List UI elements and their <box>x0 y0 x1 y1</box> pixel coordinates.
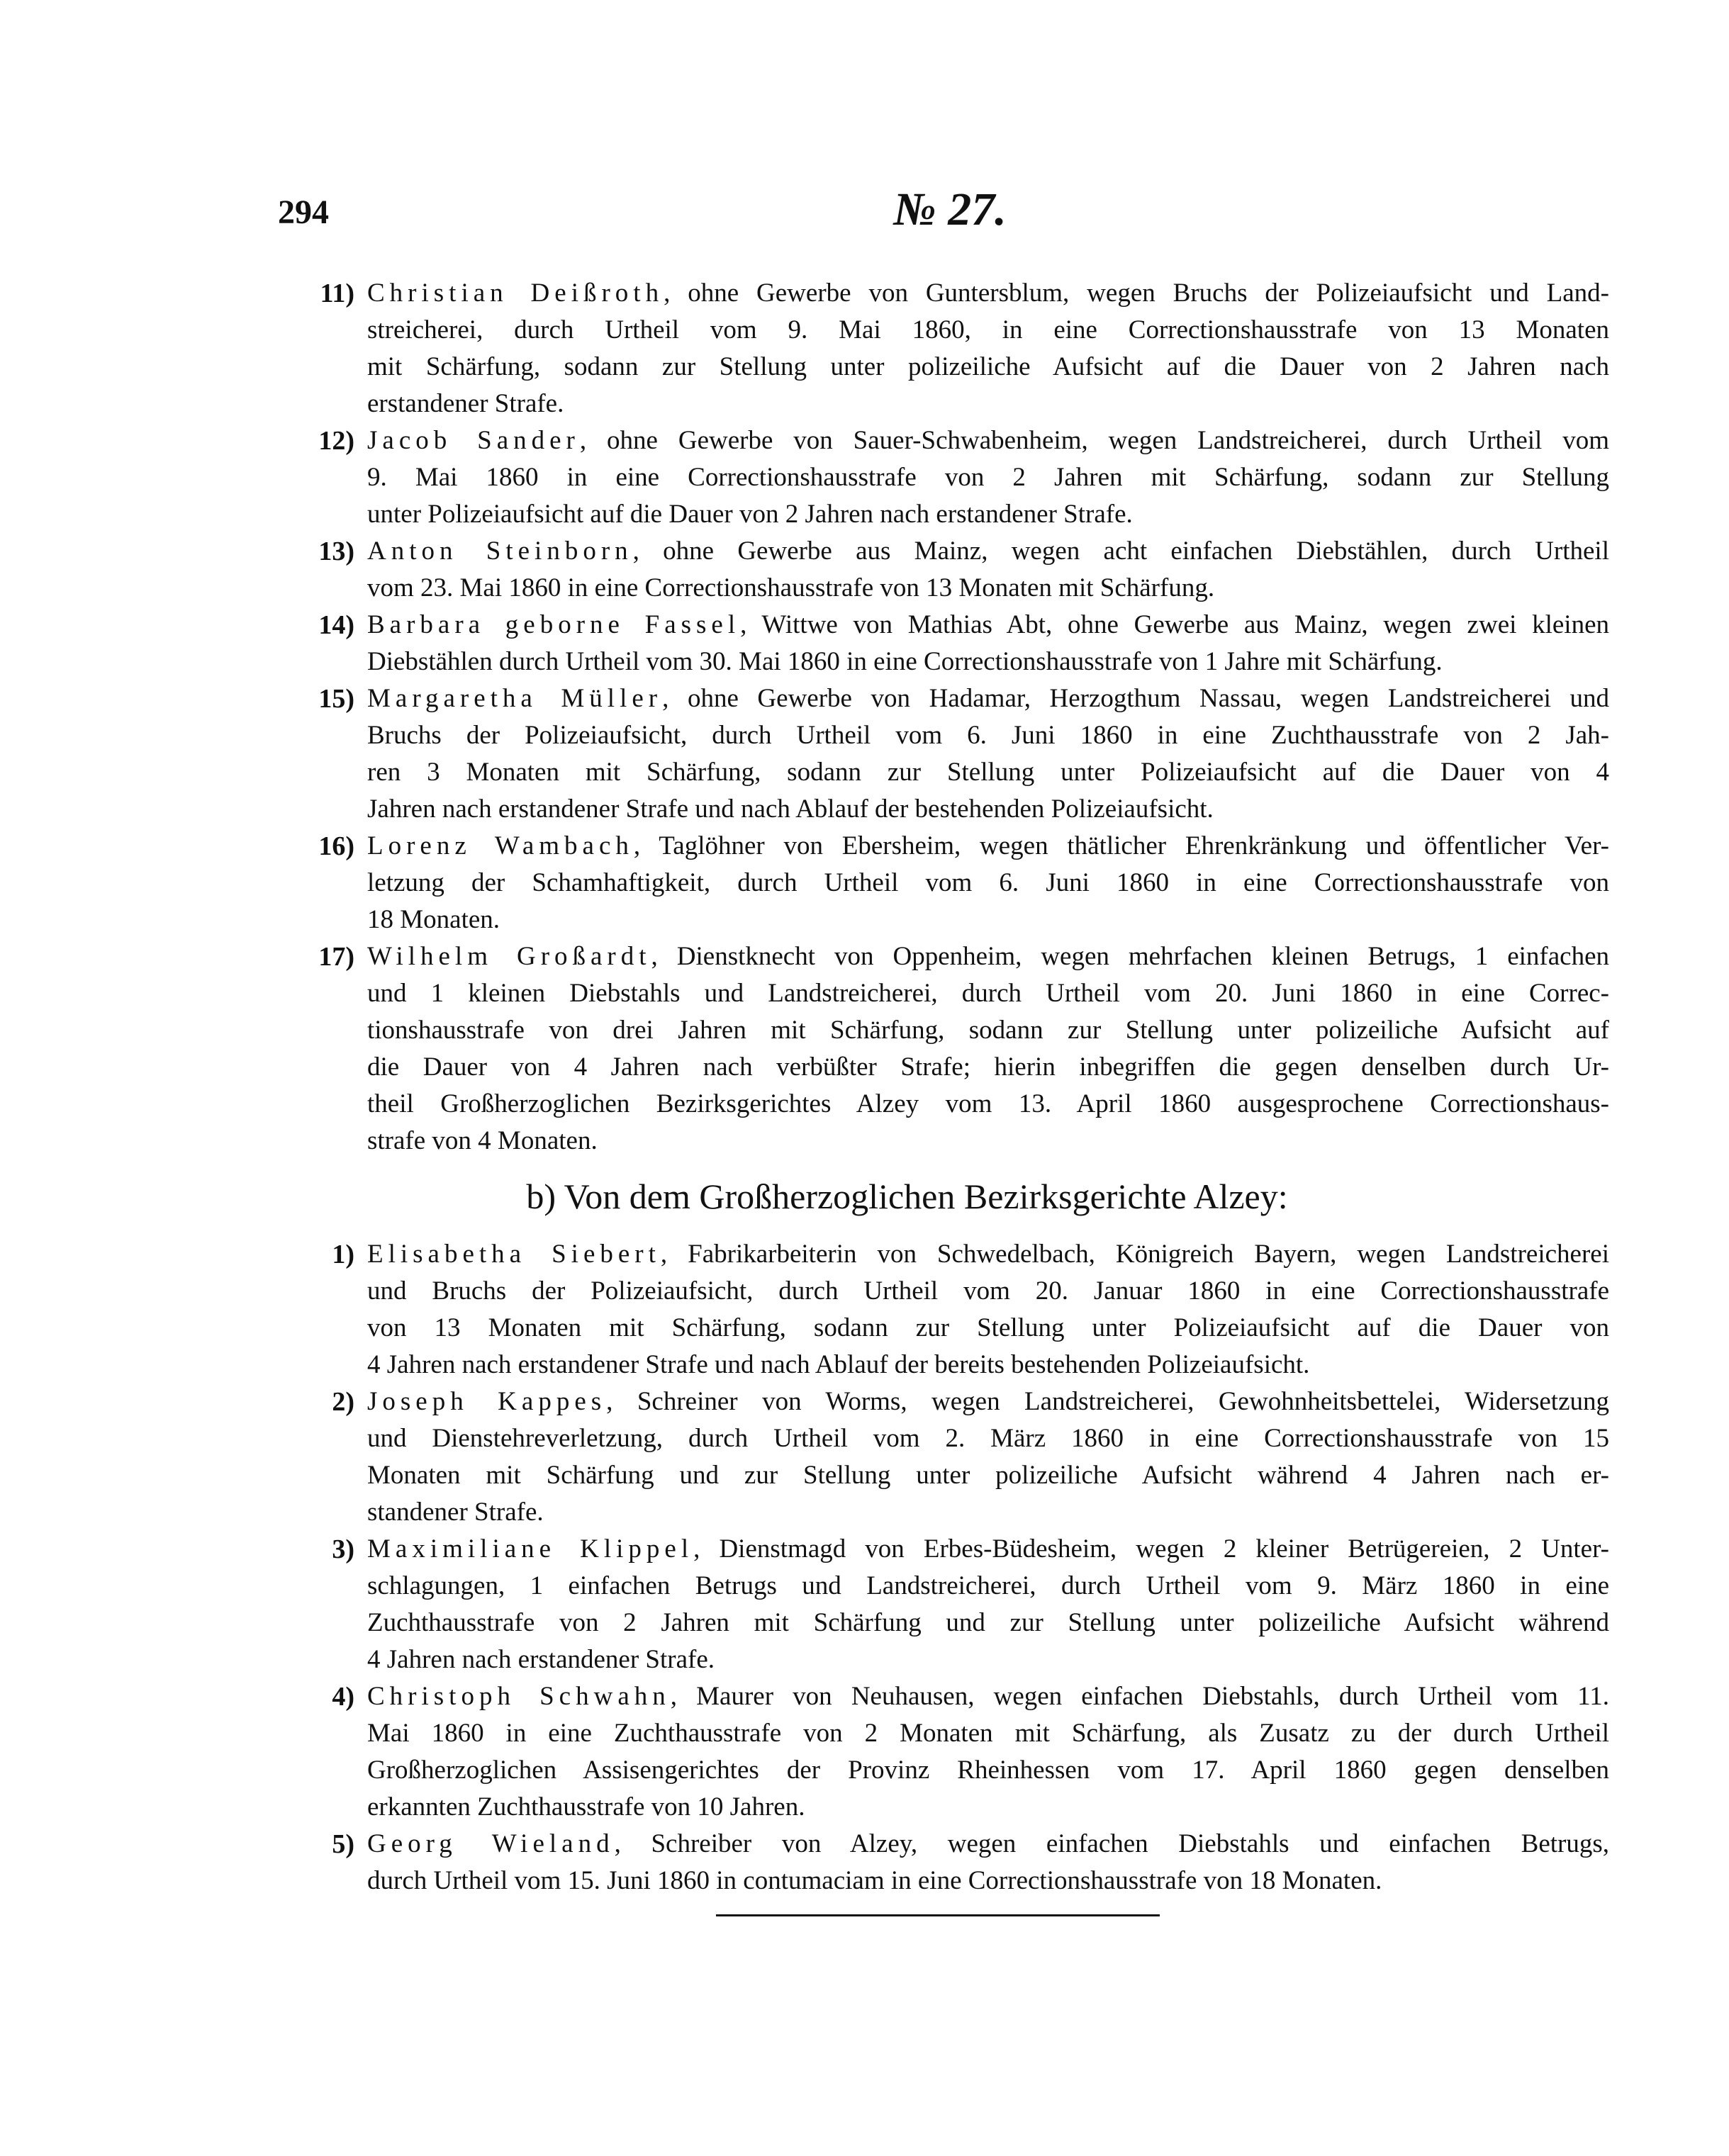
text-line: Diebstählen durch Urtheil vom 30. Mai 1860 in eine Correctionshausstrafe von 1 Jahre mit Schärfung. <box>367 647 1443 676</box>
text-line: 18 Monaten. <box>367 905 500 934</box>
entry-number: 3) <box>332 1534 354 1564</box>
text-line: 4 Jahren nach erstandener Strafe. <box>367 1645 715 1674</box>
person-name: Georg Wieland <box>367 1829 615 1858</box>
person-name: Lorenz Wambach <box>367 831 634 860</box>
list-item <box>0 828 1729 938</box>
text-line: die Dauer von 4 Jahren nach verbüßter Strafe; hierin inbegriffen die gegen denselben durch Ur- <box>367 1052 1609 1082</box>
list-item <box>0 275 1729 422</box>
text-line <box>367 1531 1609 1568</box>
text-line: Monaten mit Schärfung und zur Stellung unter polizeiliche Aufsicht während 4 Jahren nach er- <box>367 1461 1609 1490</box>
text-line: vom 23. Mai 1860 in eine Correctionshausstrafe von 13 Monaten mit Schärfung. <box>367 573 1215 602</box>
line-text: , ohne Gewerbe von Hadamar, Herzogthum Nassau, wegen Landstreicherei und <box>662 684 1610 713</box>
entry-number: 11) <box>320 279 354 308</box>
list-item <box>0 1678 1729 1826</box>
text-line: erstandener Strafe. <box>367 389 564 418</box>
text-line <box>367 680 1609 717</box>
line-text: , Fabrikarbeiterin von Schwedelbach, Königreich Bayern, wegen Landstreicherei <box>660 1240 1609 1269</box>
line-text: , ohne Gewerbe aus Mainz, wegen acht einfachen Diebstählen, durch Urtheil <box>632 537 1609 566</box>
text-line: und Dienstehreverletzung, durch Urtheil vom 2. März 1860 in eine Correctionshausstrafe von 15 <box>367 1424 1609 1453</box>
text-line <box>367 275 1609 312</box>
text-line: mit Schärfung, sodann zur Stellung unter polizeiliche Aufsicht auf die Dauer von 2 Jahren nach <box>367 352 1609 381</box>
person-name: Elisabetha Siebert <box>367 1240 661 1269</box>
list-item <box>0 680 1729 828</box>
section-b-heading: b) Von dem Großherzoglichen Bezirksgerichte Alzey: <box>526 1177 1288 1216</box>
text-line: strafe von 4 Monaten. <box>367 1126 598 1155</box>
list-item <box>0 1531 1729 1678</box>
line-text: , Dienstknecht von Oppenheim, wegen mehrfachen kleinen Betrugs, 1 einfachen <box>651 942 1609 971</box>
list-item <box>0 938 1729 1160</box>
text-line <box>367 1236 1609 1273</box>
text-line: unter Polizeiaufsicht auf die Dauer von 2 Jahren nach erstandener Strafe. <box>367 500 1133 529</box>
line-text: , Maurer von Neuhausen, wegen einfachen Diebstahls, durch Urtheil vom 11. <box>670 1682 1609 1711</box>
text-line: 9. Mai 1860 in eine Correctionshausstrafe von 2 Jahren mit Schärfung, sodann zur Stellung <box>367 463 1609 492</box>
person-name: Jacob Sander <box>367 426 580 455</box>
entry-number: 5) <box>332 1829 354 1859</box>
entry-number: 15) <box>318 684 354 714</box>
line-text: , Schreiner von Worms, wegen Landstreicherei, Gewohnheitsbettelei, Widersetzung <box>606 1387 1609 1416</box>
section-a-list <box>0 275 1729 1160</box>
text-line <box>367 533 1609 570</box>
text-line <box>367 1826 1609 1863</box>
text-line <box>367 1678 1609 1715</box>
text-line <box>367 422 1609 459</box>
line-text: , ohne Gewerbe von Sauer-Schwabenheim, wegen Landstreicherei, durch Urtheil vom <box>579 426 1609 455</box>
person-name: Margaretha Müller <box>367 684 663 713</box>
list-item <box>0 1236 1729 1383</box>
line-text: , Wittwe von Mathias Abt, ohne Gewerbe aus Mainz, wegen zwei kleinen <box>740 610 1609 639</box>
list-item <box>0 533 1729 607</box>
list-item <box>0 607 1729 680</box>
page-body <box>0 275 1729 1899</box>
person-name: Joseph Kappes <box>367 1387 607 1416</box>
text-line: streicherei, durch Urtheil vom 9. Mai 1860, in eine Correctionshausstrafe von 13 Monaten <box>367 315 1609 344</box>
text-line: schlagungen, 1 einfachen Betrugs und Landstreicherei, durch Urtheil vom 9. März 1860 in eine <box>367 1571 1609 1600</box>
text-line: letzung der Schamhaftigkeit, durch Urtheil vom 6. Juni 1860 in eine Correctionshausstrafe von <box>367 868 1609 897</box>
entry-number: 1) <box>332 1240 354 1269</box>
text-line: standener Strafe. <box>367 1498 544 1527</box>
person-name: Wilhelm Großardt <box>367 942 651 971</box>
list-item <box>0 1826 1729 1899</box>
entry-number: 12) <box>318 426 354 456</box>
issue-number: № 27. <box>893 184 1007 235</box>
text-line: ren 3 Monaten mit Schärfung, sodann zur Stellung unter Polizeiaufsicht auf die Dauer von 4 <box>367 758 1609 787</box>
person-name: Anton Steinborn <box>367 537 633 566</box>
text-line <box>367 607 1609 644</box>
text-line: Zuchthausstrafe von 2 Jahren mit Schärfung und zur Stellung unter polizeiliche Aufsicht während <box>367 1608 1609 1637</box>
line-text: , Schreiber von Alzey, wegen einfachen Diebstahls und einfachen Betrugs, <box>614 1829 1609 1858</box>
list-item <box>0 422 1729 533</box>
text-line: Großherzoglichen Assisengerichtes der Provinz Rheinhessen vom 17. April 1860 gegen denselben <box>367 1756 1609 1785</box>
closing-rule <box>716 1914 1160 1916</box>
entry-number: 2) <box>332 1387 354 1417</box>
text-line: durch Urtheil vom 15. Juni 1860 in contumaciam in eine Correctionshausstrafe von 18 Monaten. <box>367 1866 1382 1895</box>
text-line <box>367 828 1609 865</box>
text-line: Mai 1860 in eine Zuchthausstrafe von 2 Monaten mit Schärfung, als Zusatz zu der durch Urtheil <box>367 1719 1609 1748</box>
section-b-list <box>0 1236 1729 1899</box>
entry-number: 4) <box>332 1682 354 1712</box>
text-line: theil Großherzoglichen Bezirksgerichtes Alzey vom 13. April 1860 ausgesprochene Correctionshaus- <box>367 1089 1609 1118</box>
text-line: von 13 Monaten mit Schärfung, sodann zur Stellung unter Polizeiaufsicht auf die Dauer von <box>367 1313 1609 1342</box>
person-name: Barbara geborne Fassel <box>367 610 741 639</box>
text-line: und 1 kleinen Diebstahls und Landstreicherei, durch Urtheil vom 20. Juni 1860 in eine Correc- <box>367 979 1609 1008</box>
text-line: erkannten Zuchthausstrafe von 10 Jahren. <box>367 1792 805 1821</box>
text-line: Bruchs der Polizeiaufsicht, durch Urtheil vom 6. Juni 1860 in eine Zuchthausstrafe von 2 Jah- <box>367 721 1609 750</box>
text-line: und Bruchs der Polizeiaufsicht, durch Urtheil vom 20. Januar 1860 in eine Correctionshausstrafe <box>367 1276 1609 1306</box>
line-text: , ohne Gewerbe von Guntersblum, wegen Bruchs der Polizeiaufsicht und Land- <box>664 279 1609 308</box>
person-name: Christian Deißroth <box>367 279 664 308</box>
entry-number: 17) <box>318 942 354 972</box>
page-number: 294 <box>278 193 329 231</box>
list-item <box>0 1383 1729 1531</box>
text-line <box>367 1383 1609 1420</box>
text-line: Jahren nach erstandener Strafe und nach Ablauf der bestehenden Polizeiaufsicht. <box>367 795 1214 824</box>
entry-number: 13) <box>318 537 354 566</box>
person-name: Christoph Schwahn <box>367 1682 671 1711</box>
entry-number: 16) <box>318 831 354 861</box>
line-text: , Dienstmagd von Erbes-Büdesheim, wegen 2 kleiner Betrügereien, 2 Unter- <box>693 1534 1610 1563</box>
entry-number: 14) <box>318 610 354 640</box>
line-text: , Taglöhner von Ebersheim, wegen thätlicher Ehrenkränkung und öffentlicher Ver- <box>633 831 1609 860</box>
person-name: Maximiliane Klippel <box>367 1534 694 1563</box>
text-line: tionshausstrafe von drei Jahren mit Schärfung, sodann zur Stellung unter polizeiliche Aufsicht auf <box>367 1016 1609 1045</box>
text-line: 4 Jahren nach erstandener Strafe und nach Ablauf der bereits bestehenden Polizeiaufsicht. <box>367 1350 1310 1379</box>
text-line <box>367 938 1609 975</box>
